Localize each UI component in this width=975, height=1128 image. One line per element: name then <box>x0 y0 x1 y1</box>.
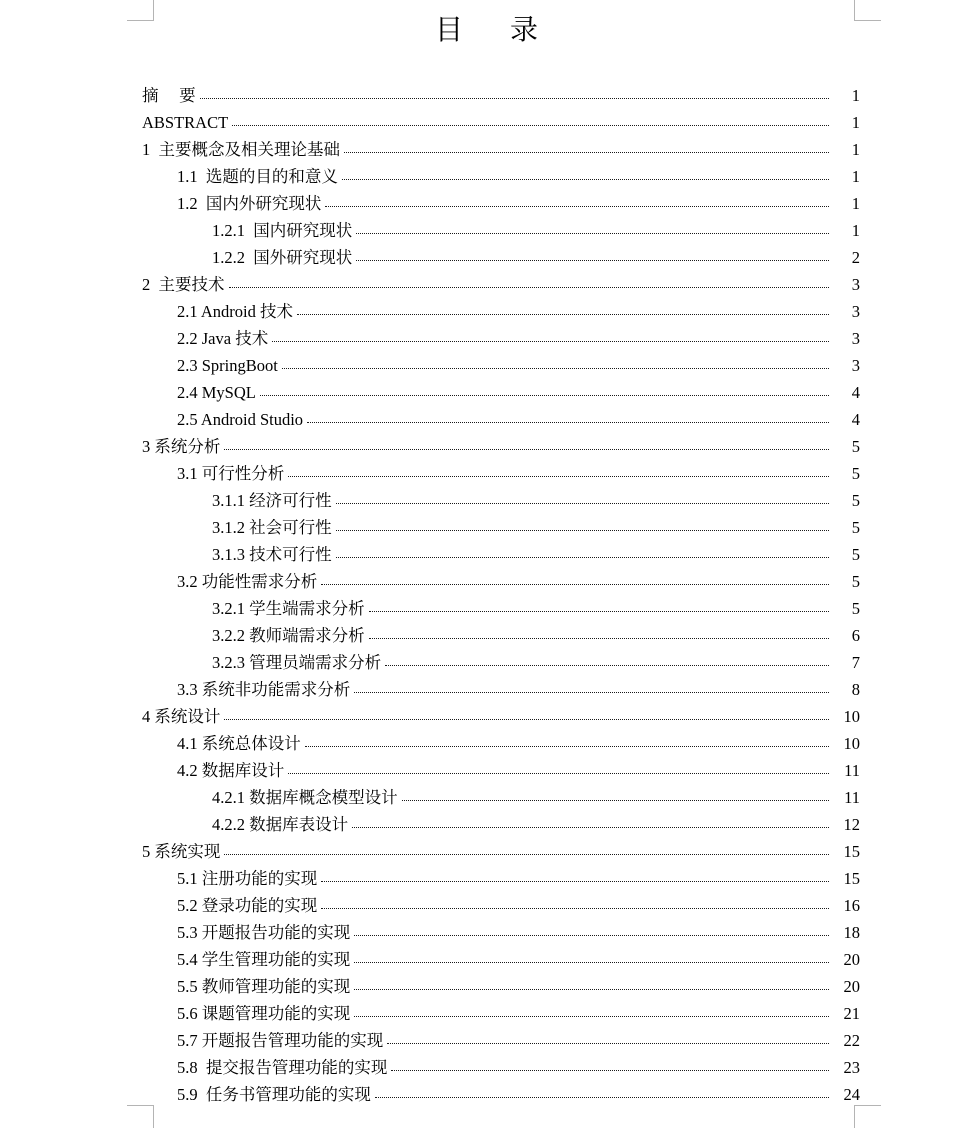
page-title: 目 录 <box>434 15 540 46</box>
toc-entry-label: 5.2 登录功能的实现 <box>177 896 318 915</box>
toc-entry[interactable] <box>142 433 860 460</box>
toc-entry-label: 2.3 SpringBoot <box>177 356 278 375</box>
toc-entry-page-number: 5 <box>851 464 860 483</box>
toc-entry-label: 1.2 国内外研究现状 <box>177 194 322 213</box>
toc-dot-leader <box>354 962 829 963</box>
toc-entry-label: 5.1 注册功能的实现 <box>177 869 318 888</box>
toc-entry[interactable] <box>212 784 860 811</box>
toc-dot-leader <box>232 125 829 126</box>
toc-entry-page-number: 3 <box>851 302 860 321</box>
toc-entry-label: 4.2.1 数据库概念模型设计 <box>212 788 398 807</box>
toc-dot-leader <box>224 719 829 720</box>
toc-entry-label: 1.1 选题的目的和意义 <box>177 167 338 186</box>
toc-entry-label: 4.1 系统总体设计 <box>177 734 301 753</box>
toc-entry-page-number: 1 <box>851 86 860 105</box>
toc-entry-page-number: 15 <box>843 842 860 861</box>
toc-entry-page-number: 15 <box>843 869 860 888</box>
toc-dot-leader <box>354 692 829 693</box>
toc-entry-label: ABSTRACT <box>142 113 229 132</box>
toc-dot-leader <box>325 206 829 207</box>
toc-entry-label: 5.7 开题报告管理功能的实现 <box>177 1031 384 1050</box>
toc-dot-leader <box>224 449 829 450</box>
toc-dot-leader <box>224 854 829 855</box>
toc-entry-label: 5.9 任务书管理功能的实现 <box>177 1085 371 1104</box>
toc-entry-page-number: 22 <box>843 1031 860 1050</box>
toc-entry-page-number: 5 <box>851 545 860 564</box>
toc-dot-leader <box>260 395 829 396</box>
toc-entry[interactable] <box>177 460 860 487</box>
toc-entry[interactable] <box>177 757 860 784</box>
toc-entry-page-number: 2 <box>851 248 860 267</box>
toc-entry[interactable] <box>142 109 860 136</box>
toc-entry[interactable] <box>177 352 860 379</box>
toc-dot-leader <box>354 989 829 990</box>
toc-entry[interactable] <box>212 622 860 649</box>
toc-entry-page-number: 3 <box>851 275 860 294</box>
toc-entry-label: 3.2.1 学生端需求分析 <box>212 599 365 618</box>
toc-entry-page-number: 11 <box>844 788 860 807</box>
toc-entry-page-number: 10 <box>843 734 860 753</box>
toc-dot-leader <box>288 476 829 477</box>
toc-entry[interactable] <box>177 406 860 433</box>
toc-dot-leader <box>385 665 829 666</box>
toc-entry-page-number: 11 <box>844 761 860 780</box>
toc-dot-leader <box>336 557 829 558</box>
toc-entry-label: 5.3 开题报告功能的实现 <box>177 923 351 942</box>
toc-dot-leader <box>342 179 829 180</box>
toc-entry-label: 5.8 提交报告管理功能的实现 <box>177 1058 388 1077</box>
toc-dot-leader <box>321 881 829 882</box>
toc-entry-label: 1.2.2 国外研究现状 <box>212 248 353 267</box>
toc-entry[interactable] <box>177 1054 860 1081</box>
toc-entry-page-number: 5 <box>851 599 860 618</box>
toc-entry-label: 2 主要技术 <box>142 275 225 294</box>
toc-dot-leader <box>387 1043 829 1044</box>
toc-entry[interactable] <box>177 892 860 919</box>
toc-entry-label: 3.3 系统非功能需求分析 <box>177 680 351 699</box>
toc-entry-label: 2.2 Java 技术 <box>177 329 269 348</box>
toc-entry[interactable] <box>177 298 860 325</box>
toc-entry-label: 5.4 学生管理功能的实现 <box>177 950 351 969</box>
toc-dot-leader <box>297 314 829 315</box>
toc-dot-leader <box>354 1016 829 1017</box>
toc-entry-page-number: 6 <box>851 626 860 645</box>
toc-entry[interactable] <box>142 82 860 109</box>
toc-entry-page-number: 16 <box>843 896 860 915</box>
toc-entry[interactable] <box>177 919 860 946</box>
toc-entry-page-number: 5 <box>851 491 860 510</box>
toc-entry-label: 3.2 功能性需求分析 <box>177 572 318 591</box>
toc-dot-leader <box>402 800 829 801</box>
toc-entry-page-number: 21 <box>843 1004 860 1023</box>
toc-entry-page-number: 4 <box>851 383 860 402</box>
toc-entry-page-number: 1 <box>851 140 860 159</box>
toc-entry-page-number: 23 <box>843 1058 860 1077</box>
toc-entry-page-number: 18 <box>843 923 860 942</box>
toc-entry[interactable] <box>177 946 860 973</box>
toc-entry[interactable] <box>177 325 860 352</box>
toc-entry[interactable] <box>212 514 860 541</box>
toc-entry[interactable] <box>177 676 860 703</box>
toc-entry-page-number: 5 <box>851 572 860 591</box>
toc-dot-leader <box>229 287 830 288</box>
toc-dot-leader <box>321 584 829 585</box>
toc-dot-leader <box>282 368 829 369</box>
toc-entry[interactable] <box>142 136 860 163</box>
toc-entry[interactable] <box>212 244 860 271</box>
toc-entry-label: 3.1.2 社会可行性 <box>212 518 332 537</box>
toc-entry[interactable] <box>177 865 860 892</box>
toc-entry[interactable] <box>142 838 860 865</box>
toc-entry-page-number: 5 <box>851 437 860 456</box>
toc-entry-label: 2.1 Android 技术 <box>177 302 293 321</box>
toc-entry-page-number: 20 <box>843 950 860 969</box>
toc-entry[interactable] <box>212 217 860 244</box>
toc-entry-label: 1.2.1 国内研究现状 <box>212 221 353 240</box>
toc-entry[interactable] <box>177 568 860 595</box>
toc-entry-label: 3 系统分析 <box>142 437 221 456</box>
toc-entry[interactable] <box>177 1000 860 1027</box>
toc-dot-leader <box>321 908 829 909</box>
toc-dot-leader <box>369 638 829 639</box>
toc-entry[interactable] <box>212 541 860 568</box>
toc-dot-leader <box>354 935 829 936</box>
toc-entry-label: 2.5 Android Studio <box>177 410 304 429</box>
toc-entry-label: 4.2 数据库设计 <box>177 761 285 780</box>
toc-entry-label: 3.1.1 经济可行性 <box>212 491 332 510</box>
toc-entry-page-number: 10 <box>843 707 860 726</box>
toc-entry-label: 摘 要 <box>142 86 196 105</box>
toc-entry[interactable] <box>177 163 860 190</box>
toc-entry-page-number: 1 <box>851 194 860 213</box>
toc-entry-label: 4.2.2 数据库表设计 <box>212 815 349 834</box>
toc-entry-page-number: 24 <box>843 1085 860 1104</box>
toc-dot-leader <box>305 746 829 747</box>
toc-dot-leader <box>200 98 829 99</box>
toc-entry[interactable] <box>177 1027 860 1054</box>
toc-entry-page-number: 7 <box>851 653 860 672</box>
toc-entry-label: 4 系统设计 <box>142 707 221 726</box>
toc-entry-label: 5.5 教师管理功能的实现 <box>177 977 351 996</box>
toc-entry-page-number: 1 <box>851 221 860 240</box>
toc-entry-label: 3.2.2 教师端需求分析 <box>212 626 365 645</box>
toc-entry[interactable] <box>142 271 860 298</box>
toc-dot-leader <box>344 152 829 153</box>
toc-entry-label: 5 系统实现 <box>142 842 221 861</box>
toc-entry[interactable] <box>212 649 860 676</box>
toc-entry-label: 5.6 课题管理功能的实现 <box>177 1004 351 1023</box>
toc-dot-leader <box>336 503 829 504</box>
toc-entry-label: 2.4 MySQL <box>177 383 256 402</box>
toc-entry-page-number: 8 <box>851 680 860 699</box>
toc-entry-label: 3.1.3 技术可行性 <box>212 545 332 564</box>
table-of-contents <box>142 82 860 1108</box>
toc-entry-page-number: 3 <box>851 356 860 375</box>
toc-entry[interactable] <box>212 595 860 622</box>
toc-entry-page-number: 3 <box>851 329 860 348</box>
toc-entry-page-number: 1 <box>851 167 860 186</box>
toc-entry-page-number: 20 <box>843 977 860 996</box>
toc-entry[interactable] <box>142 703 860 730</box>
toc-dot-leader <box>336 530 829 531</box>
toc-entry[interactable] <box>177 1081 860 1108</box>
toc-dot-leader <box>375 1097 829 1098</box>
toc-entry-page-number: 5 <box>851 518 860 537</box>
toc-entry-page-number: 12 <box>843 815 860 834</box>
toc-entry-page-number: 4 <box>851 410 860 429</box>
toc-entry[interactable] <box>212 487 860 514</box>
toc-dot-leader <box>288 773 829 774</box>
toc-entry-label: 3.1 可行性分析 <box>177 464 285 483</box>
toc-dot-leader <box>369 611 829 612</box>
toc-dot-leader <box>272 341 829 342</box>
toc-entry-label: 1 主要概念及相关理论基础 <box>142 140 340 159</box>
toc-entry[interactable] <box>177 730 860 757</box>
toc-dot-leader <box>356 233 829 234</box>
toc-dot-leader <box>307 422 829 423</box>
toc-dot-leader <box>356 260 829 261</box>
toc-entry-page-number: 1 <box>851 113 860 132</box>
toc-entry-label: 3.2.3 管理员端需求分析 <box>212 653 382 672</box>
toc-entry[interactable] <box>177 973 860 1000</box>
toc-entry[interactable] <box>177 379 860 406</box>
toc-entry[interactable] <box>212 811 860 838</box>
toc-dot-leader <box>391 1070 829 1071</box>
toc-entry[interactable] <box>177 190 860 217</box>
toc-dot-leader <box>352 827 829 828</box>
